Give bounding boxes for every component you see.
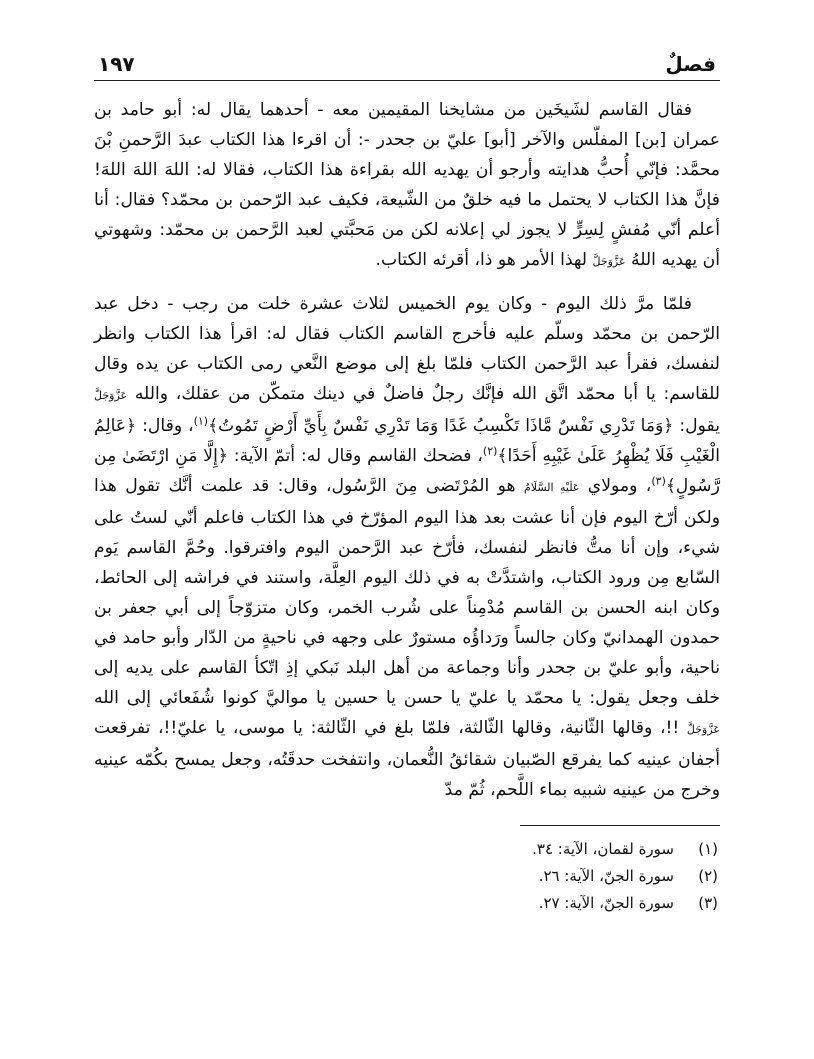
footnote-text: سورة لقمان، الآية: ٣٤. [532, 840, 674, 858]
footnote-reference: (٣) [651, 474, 666, 488]
quran-verse: ﴿عَالِمُ الْغَيْبِ فَلَا يُظْهِرُ عَلَىٰ غَيْبِهِ أَحَدًا﴾ [94, 416, 721, 466]
footnote [94, 890, 720, 917]
text-run: يقول: [673, 416, 720, 436]
footnote-divider [520, 825, 720, 826]
book-page [94, 40, 720, 917]
quran-verse: ﴿وَمَا تَدْرِي نَفْسٌ مَّاذَا تَكْسِبُ غَدًا وَمَا تَدْرِي نَفْسٌ بِأَيِّ أَرْضٍ تَمُوتُ﴾ [208, 416, 674, 436]
footnote [94, 836, 720, 863]
footnote-reference: (١) [193, 414, 209, 428]
text-run: لهذا الأمر هو ذا، أقرئه الكتاب. [375, 250, 593, 270]
text-run: فلمّا مرَّ ذلك اليوم - وكان يوم الخميس لثلاث عشرة خلت من رجب - دخل عبد الرّحمن بن محمّد وسلّم عليه فأخرج القاسم الكتاب فقال له: اقرأ هذا الكتاب وانظر لنفسك، فقرأ عبد الرَّحمن الكتاب فلمّا بلغ إلى موضع النَّعي رمى الكتاب عن يده وقال للقاسم: يا أبا محمّد اتَّق الله فإنَّك رجلٌ فاضلٌ في دينك متمكّن من عقلك، والله [94, 294, 720, 404]
footnote-text: سورة الجنّ، الآية: ٢٦. [538, 867, 674, 885]
footnote-number: (٢) [698, 867, 718, 885]
text-run: هو المُرْتَضى مِنَ الرَّسُول، وقال: قد علمت أنَّك تقول هذا ولكن أرّخ اليوم فإن أنا عشت بعد هذا اليوم المؤرّخ في هذا الكتاب فاعلم أنّي لستُ على شيء، وإن أنا متُّ فانظر لنفسك، فأرّخ عبد الرَّحمن اليوم وافترقوا. وحُمَّ القاسم يَوم السّابع مِن ورود الكتاب، واشتدَّتْ به في ذلك اليوم العِلَّة، واستند في فراشه إلى الحائط، وكان ابنه الحسن بن القاسم مُدْمِناً على شُرب الخمر، وكان متزوّجاً إلى أبي جعفر بن حمدون الهمدانيّ وكان جالساً ورَداؤُه مستورٌ على وجهه في ناحيةٍ من الدّار وأبو حامد في ناحية، وأبو عليّ بن جحدر وأنا وجماعة من أهل البلد نَبكي إذِ اتّكأ القاسم على يديه إلى خلف وجعل يقول: يا محمّد يا عليّ يا حسن يا حسين يا مواليَّ كونوا شُفَعائي إلى الله [94, 476, 720, 708]
quran-verse: ﴿إِلَّا مَنِ ارْتَضَىٰ مِن رَّسُولٍ﴾ [94, 446, 720, 496]
paragraph [94, 289, 720, 805]
honorific-glyph: عَزَّوَجَلَّ [94, 389, 128, 402]
honorific-glyph: عَزَّوَجَلَّ [592, 255, 626, 268]
footnote-text: سورة الجنّ، الآية: ٢٧. [538, 894, 674, 912]
footnote-number: (٣) [698, 894, 718, 912]
footnote [94, 863, 720, 890]
chapter-title: فصلٌ [665, 52, 716, 76]
paragraph [94, 95, 720, 277]
text-run: ، فضحك القاسم وقال له: أتمّ الآية: [227, 446, 483, 466]
main-text [94, 95, 720, 805]
text-run: فقال القاسم لشَيخَين من مشايخنا المقيمين معه - أحدهما يقال له: أبو حامد بن عمران [بن] المفلّس والآخر [أبو] عليّ بن جحدر -: أن اقرءا هذا الكتاب عبدَ الرَّحمنِ بْنَ محمَّد: فإنّي أُحبُّ هدايته وأرجو أن يهديه الله بقراءة هذا الكتاب، فقالا له: اللهَ اللهَ اللهَ! فإنَّ هذا الكتاب لا يحتمل ما فيه خلقٌ من الشّيعة، فكيف عبد الرّحمن بن محمّد؟ فقال: أنا أعلم أنّي مُفشٍ لِسِرٍّ لا يجوز لي إعلانه لكن من مَحبَّتي لعبد الرَّحمن بن محمّد: وشهوتي أن يهديه اللهُ [94, 100, 720, 270]
footnote-reference: (٢) [482, 444, 498, 458]
page-number: ١٩٧ [98, 52, 135, 76]
text-run: ، وقال: [136, 416, 194, 436]
running-header [94, 40, 720, 76]
honorific-glyph: عَلَيْهِ السَّلَامُ [523, 481, 580, 494]
header-divider [94, 80, 720, 81]
text-run: ، ومولاي [579, 476, 652, 496]
footnote-number: (١) [698, 840, 718, 858]
footnotes [94, 836, 720, 917]
honorific-glyph: عَزَّوَجَلَّ [686, 723, 720, 736]
text-run: !!، وقالها الثّانية، وقالها الثّالثة، فلمّا بلغ في الثّالثة: يا موسى، يا عليّ!!، تفرقعت أجفان عينيه كما يفرقع الصّبيان شقائقُ النُّعمان، وانتفخت حدقَتُه، وجعل يمسح بكُمّه عينيه وخرج من عينيه شبيه بماء اللَّحم، ثُمّ مدّ [94, 718, 720, 800]
